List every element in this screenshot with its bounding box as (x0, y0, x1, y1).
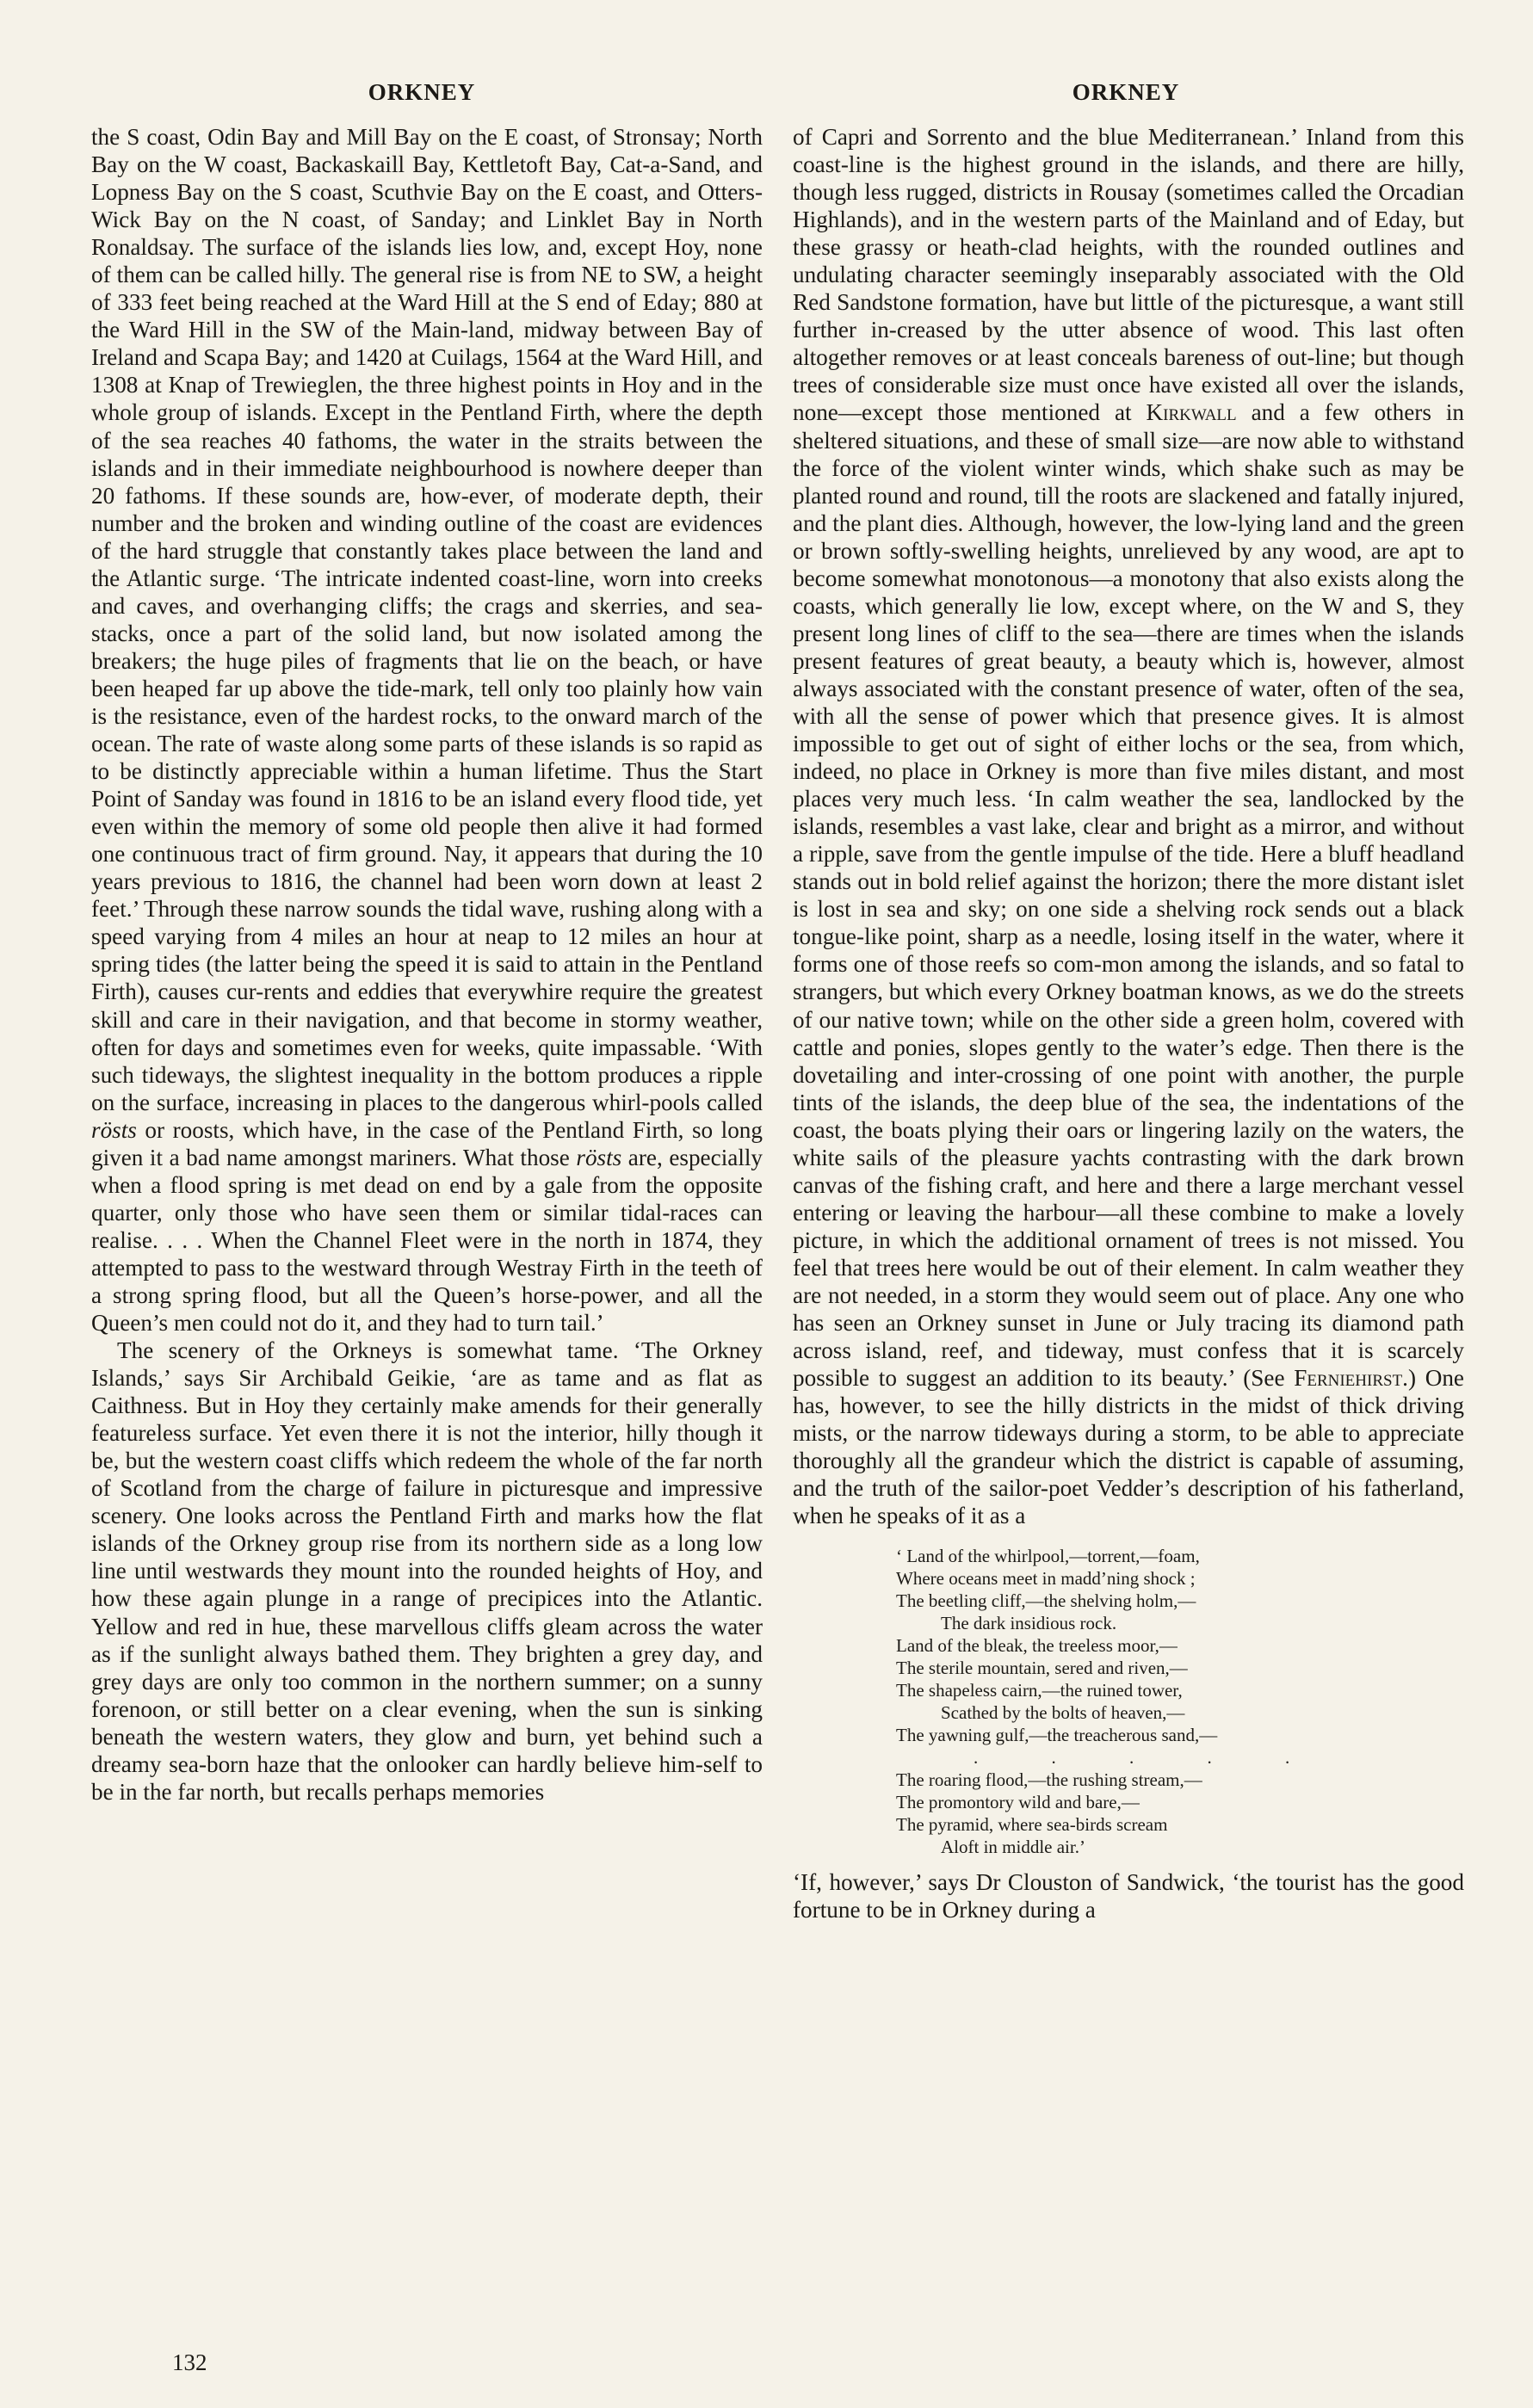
right-p1-text-b: and a few others in sheltered situations, and these of small size—are now able to withstand the force of the violent winter winds, which shake such as may be planted round and round, till the roots are slackened and fatally injured, and the plant dies. Although, however, the low-lying land and the green or brown softly-swelling heights, unrelieved by any wood, are apt to become somewhat monotonous—a monotony that also exists along the coasts, which generally lie low, except where, on the W and S, they present long lines of cliff to the sea—there are times when the islands present features of great beauty, a beauty which is, however, almost always associated with the constant presence of water, often of the sea, with all the sense of power which that presence gives. It is almost impossible to get out of sight of either lochs or the sea, from which, indeed, no place in Orkney is more than five miles distant, and most places very much less. ‘In calm weather the sea, landlocked by the islands, resembles a vast lake, clear and bright as a mirror, and without a ripple, save from the gentle impulse of the tide. Here a bluff headland stands out in bold relief against the horizon; there the more distant islet is lost in sea and sky; on one side a shelving rock sends out a black tongue-like point, sharp as a needle, losing itself in the water, where it forms one of those reefs so com-mon among the islands, and so fatal to strangers, but which every Orkney boatman knows, as we do the streets of our native town; while on the other side a green holm, covered with cattle and ponies, slopes gently to the water’s edge. Then there is the dovetailing and inter-crossing of one point with another, the purple tints of the islands, the deep blue of the sea, the indentations of the coast, the boats plying their oars or lingering lazily on the waters, the white sails of the pleasure yachts contrasting with the dark brown canvas of the fishing craft, and here and there a large merchant vessel entering or leaving the harbour—all these combine to make a lovely picture, in which the additional ornament of trees is not missed. You feel that trees here would be out of their element. In calm weather they are not needed, in a storm they would seem out of place. Any one who has seen an Orkney sunset in June or July tracing its diamond path across island, reef, and tideway, must confess that it is scarcely possible to suggest an addition to its beauty.’ (See (793, 399, 1464, 1392)
italic-rosts-2: rösts (576, 1144, 622, 1170)
poem-quotation (793, 1545, 1464, 1858)
cross-reference-ferniehirst: Ferniehirst. (1294, 1365, 1408, 1392)
poem-line: The beetling cliff,—the shelving holm,— (896, 1590, 1196, 1612)
right-p1-text-c: ) One has, however, to see the hilly districts in the midst of thick driving mists, or the narrow tideways during a storm, to be able to appreciate thoroughly all the grandeur which the district is capable of assuming, and the truth of the sailor-poet Vedder’s description of his fatherland, when he speaks of it as a (793, 1365, 1464, 1529)
poem-line: The roaring flood,—the rushing stream,— (896, 1769, 1202, 1791)
poem-line: Scathed by the bolts of heaven,— (941, 1702, 1185, 1724)
left-paragraph-2: The scenery of the Orkneys is somewhat tame. ‘The Orkney Islands,’ says Sir Archibald Geikie, ‘are as tame and as flat as Caithness. But in Hoy they certainly make amends for their generally featureless surface. Yet even there it is not the interior, hilly though it be, but the western coast cliffs which redeem the whole of the far north of Scotland from the charge of failure in picturesque and impressive scenery. One looks across the Pentland Firth and marks how the flat islands of the Orkney group rise from its northern side as a long low line until westwards they mount into the rounded heights of Hoy, and how these again plunge in a range of precipices into the Atlantic. Yellow and red in hue, these marvellous cliffs gleam across the water as if the sunlight always bathed them. They brighten a grey day, and grey days are only too common in the northern summer; on a sunny forenoon, or still better on a clear evening, when the sun is sinking beneath the western waters, they glow and burn, yet behind such a dreamy sea-born haze that the onlooker can hardly believe him-self to be in the far north, but recalls perhaps memories (91, 1337, 763, 1805)
poem-line: Aloft in middle air.’ (941, 1837, 1085, 1858)
left-p1-text-c: are, especially when a flood spring is met dead on end by a gale from the opposite quarter, only those who have seen them or similar tidal-races can realise. . . . When the Channel Fleet were in the north in 1874, they attempted to pass to the westward through Westray Firth in the teeth of a strong spring flood, but all the Queen’s horse-power, and all the Queen’s men could not do it, and they had to turn tail.’ (91, 1144, 763, 1337)
poem-line: Land of the bleak, the treeless moor,— (896, 1635, 1178, 1657)
poem-line: The dark insidious rock. (941, 1613, 1117, 1634)
poem-line: The yawning gulf,—the treacherous sand,— (896, 1725, 1218, 1746)
running-header-left: ORKNEY (368, 79, 476, 105)
right-paragraph-1 (793, 123, 1464, 1529)
italic-rosts-1: rösts (91, 1116, 137, 1143)
poem-line: The promontory wild and bare,— (896, 1792, 1140, 1813)
poem-line: The shapeless cairn,—the ruined tower, (896, 1680, 1183, 1701)
right-column (793, 123, 1464, 1923)
cross-reference-kirkwall: Kirkwall (1146, 399, 1237, 426)
right-p1-text-a: of Capri and Sorrento and the blue Mediterranean.’ Inland from this coast-line is the highest ground in the islands, and there are hilly, though less rugged, districts in Rousay (sometimes called the Orcadian Highlands), and in the western parts of the Mainland and of Eday, but these grassy or heath-clad heights, with the rounded outlines and undulating character seemingly inseparably associated with the Old Red Sandstone formation, have but little of the picturesque, a want still further in-creased by the utter absence of wood. This last often altogether removes or at least conceals bareness of out-line; but though trees of considerable size must once have existed all over the islands, none—except those mentioned at (793, 124, 1464, 426)
left-p1-text-b: or roosts, which have, in the case of the Pentland Firth, so long given it a bad name amongst mariners. What those (91, 1116, 763, 1170)
poem-ellipsis: . . . . . (974, 1747, 1325, 1769)
right-paragraph-2: ‘If, however,’ says Dr Clouston of Sandwick, ‘the tourist has the good fortune to be in Orkney during a (793, 1869, 1464, 1923)
poem-line: The pyramid, where sea-birds scream (896, 1814, 1168, 1836)
left-p1-text-a: the S coast, Odin Bay and Mill Bay on the E coast, of Stronsay; North Bay on the W coast, Backaskaill Bay, Kettletoft Bay, Cat-a-Sand, and Lopness Bay on the S coast, Scuthvie Bay on the E coast, and Otters-Wick Bay on the N coast, of Sanday; and Linklet Bay in North Ronaldsay. The surface of the islands lies low, and, except Hoy, none of them can be called hilly. The general rise is from NE to SW, a height of 333 feet being reached at the Ward Hill at the S end of Eday; 880 at the Ward Hill in the SW of the Main-land, midway between Bay of Ireland and Scapa Bay; and 1420 at Cuilags, 1564 at the Ward Hill, and 1308 at Knap of Trewieglen, the three highest points in Hoy and in the whole group of islands. Except in the Pentland Firth, where the depth of the sea reaches 40 fathoms, the water in the straits between the islands and in their immediate neighbourhood is nowhere deeper than 20 fathoms. If these sounds are, how-ever, of moderate depth, their number and the broken and winding outline of the coast are evidences of the hard struggle that constantly takes place between the land and the Atlantic surge. ‘The intricate indented coast-line, worn into creeks and caves, and overhanging cliffs; the crags and skerries, and sea-stacks, once a part of the solid land, but now isolated among the breakers; the huge piles of fragments that lie on the beach, or have been heaped far up above the tide-mark, tell only too plainly how vain is the resistance, even of the hardest rocks, to the onward march of the ocean. The rate of waste along some parts of these islands is so rapid as to be distinctly appreciable within a human lifetime. Thus the Start Point of Sanday was found in 1816 to be an island every flood tide, yet even within the memory of some old people then alive it had formed one continuous tract of firm ground. Nay, it appears that during the 10 years previous to 1816, the channel had been worn down at least 2 feet.’ Through these narrow sounds the tidal wave, rushing along with a speed varying from 4 miles an hour at neap to 12 miles an hour at spring tides (the latter being the speed it is said to attain in the Pentland Firth), causes cur-rents and eddies that everywhire require the greatest skill and care in their navigation, and that become in stormy weather, often for days and sometimes even for weeks, quite impassable. ‘With such tideways, the slightest inequality in the bottom produces a ripple on the surface, increasing in places to the dangerous whirl-pools called (91, 124, 763, 1115)
running-header-right: ORKNEY (1072, 79, 1180, 105)
poem-line: Where oceans meet in madd’ning shock ; (896, 1568, 1196, 1590)
page-number: 132 (172, 2349, 207, 2375)
left-column (91, 123, 763, 1806)
poem-line: The sterile mountain, sered and riven,— (896, 1658, 1188, 1679)
left-paragraph-1 (91, 123, 763, 1337)
poem-line: ‘ Land of the whirlpool,—torrent,—foam, (896, 1546, 1200, 1567)
